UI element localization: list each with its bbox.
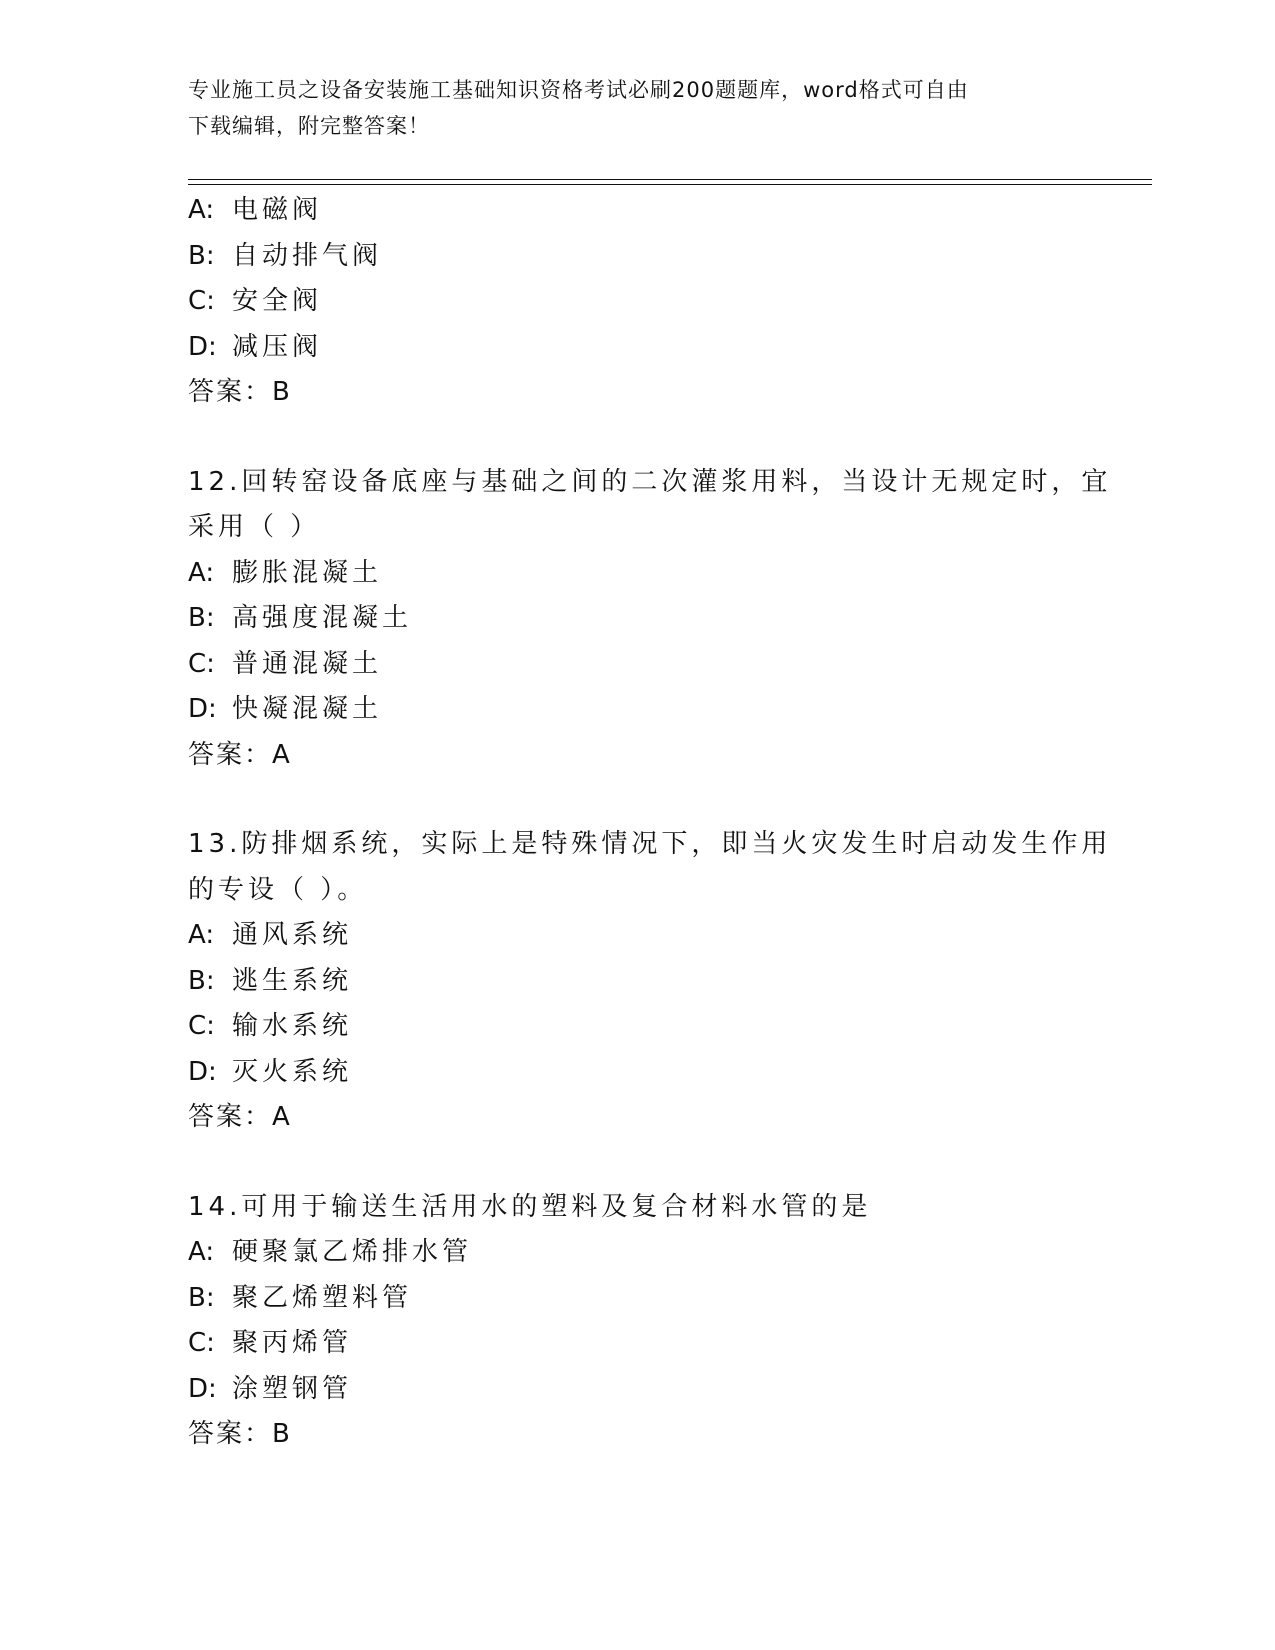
option-c xyxy=(188,642,1088,688)
option-b xyxy=(188,234,1088,280)
option-prefix: B: xyxy=(188,240,215,271)
option-prefix: C: xyxy=(188,1328,215,1358)
option-text: 快凝混凝土 xyxy=(232,694,383,724)
option-prefix: D: xyxy=(188,1373,217,1404)
option-text: 高强度混凝土 xyxy=(232,603,413,633)
option-b xyxy=(188,959,1088,1005)
header-line-1: 专业施工员之设备安装施工基础知识资格考试必刷200题题库，word格式可自由 xyxy=(188,78,969,102)
question-stem: 13.防排烟系统，实际上是特殊情况下，即当火灾发生时启动发生作用 xyxy=(188,829,1112,859)
option-text: 电磁阀 xyxy=(232,195,323,225)
option-text: 灭火系统 xyxy=(232,1056,353,1087)
option-prefix: A: xyxy=(188,920,215,950)
header-divider-bottom xyxy=(188,184,1152,185)
question-11 xyxy=(188,188,1088,416)
option-text: 逃生系统 xyxy=(232,965,353,996)
header-divider-top xyxy=(188,179,1152,180)
document-header xyxy=(188,72,1088,144)
option-c xyxy=(188,1321,1088,1367)
option-prefix: A: xyxy=(188,195,215,225)
question-stem: 的专设（ ）。 xyxy=(188,874,368,905)
option-text: 输水系统 xyxy=(232,1011,353,1041)
option-prefix: D: xyxy=(188,1056,217,1087)
option-text: 自动排气阀 xyxy=(232,240,383,271)
option-b xyxy=(188,596,1088,642)
question-stem: 12.回转窑设备底座与基础之间的二次灌浆用料，当设计无规定时，宜 xyxy=(188,466,1112,497)
question-12 xyxy=(188,460,1112,779)
option-prefix: C: xyxy=(188,286,215,316)
option-text: 聚丙烯管 xyxy=(232,1328,353,1358)
option-text: 聚乙烯塑料管 xyxy=(232,1282,413,1313)
answer: 答案：B xyxy=(188,1419,292,1449)
option-a xyxy=(188,551,1088,597)
answer: 答案：A xyxy=(188,1102,292,1132)
option-d xyxy=(188,687,1088,733)
header-line-2: 下载编辑，附完整答案！ xyxy=(188,114,430,138)
option-a xyxy=(188,1230,1088,1276)
option-prefix: A: xyxy=(188,557,215,588)
option-b xyxy=(188,1276,1088,1322)
option-c xyxy=(188,1004,1088,1050)
option-text: 硬聚氯乙烯排水管 xyxy=(232,1237,473,1267)
question-stem: 采用（ ） xyxy=(188,512,321,542)
option-text: 安全阀 xyxy=(232,286,323,316)
option-d xyxy=(188,325,1088,371)
option-prefix: C: xyxy=(188,1011,215,1041)
question-14 xyxy=(188,1185,1088,1458)
answer: 答案：B xyxy=(188,377,292,407)
option-c xyxy=(188,279,1088,325)
option-text: 减压阀 xyxy=(232,331,323,362)
option-d xyxy=(188,1050,1088,1096)
option-a xyxy=(188,188,1088,234)
option-text: 通风系统 xyxy=(232,920,353,950)
option-a xyxy=(188,913,1088,959)
question-stem: 14.可用于输送生活用水的塑料及复合材料水管的是 xyxy=(188,1191,872,1222)
question-list xyxy=(188,188,1112,1458)
question-13 xyxy=(188,822,1112,1141)
option-prefix: B: xyxy=(188,965,215,996)
option-prefix: A: xyxy=(188,1237,215,1267)
option-prefix: D: xyxy=(188,694,217,724)
option-text: 膨胀混凝土 xyxy=(232,557,383,588)
option-d xyxy=(188,1367,1088,1413)
option-text: 涂塑钢管 xyxy=(232,1373,353,1404)
answer: 答案：A xyxy=(188,739,292,770)
option-prefix: B: xyxy=(188,1282,215,1313)
option-prefix: D: xyxy=(188,331,217,362)
option-prefix: B: xyxy=(188,603,215,633)
option-text: 普通混凝土 xyxy=(232,648,383,679)
option-prefix: C: xyxy=(188,648,215,679)
